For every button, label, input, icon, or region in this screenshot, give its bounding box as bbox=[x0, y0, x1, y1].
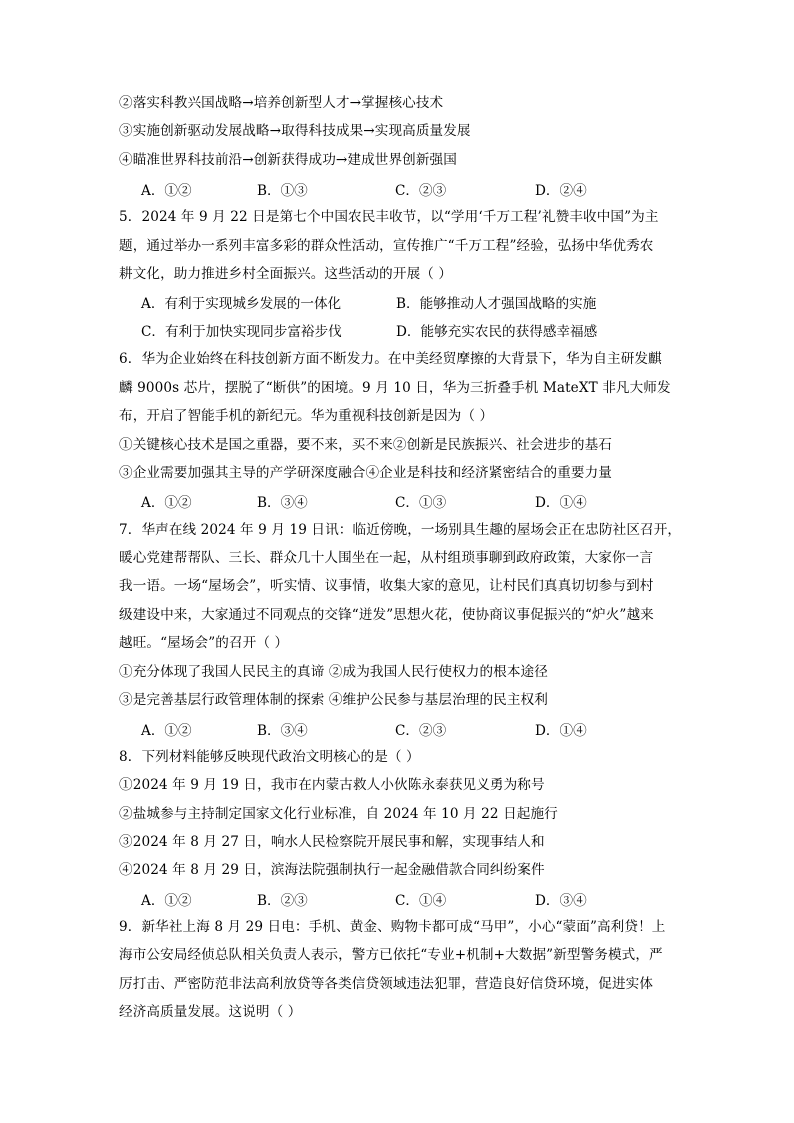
q9-stem-line-3: 厉打击、严密防范非法高利放贷等各类信贷领域违法犯罪，营造良好信贷环境，促进实体 bbox=[119, 976, 654, 992]
q8-option-b: B．②③ bbox=[257, 893, 308, 909]
q6-statements-row-2: ③企业需要加强其主导的产学研深度融合④企业是科技和经济紧密结合的重要力量 bbox=[119, 465, 612, 481]
q5-options-row-1 bbox=[141, 295, 681, 313]
q9-stem-line-2: 海市公安局经侦总队相关负责人表示，警方已依托“专业+机制+大数据”新型警务模式，严 bbox=[119, 947, 663, 963]
q7-option-c: C．②③ bbox=[395, 723, 447, 739]
q4-statement-3: ③实施创新驱动发展战略→取得科技成果→实现高质量发展 bbox=[119, 123, 471, 139]
q4-option-d: D．②④ bbox=[535, 183, 587, 199]
q4-option-a: A．①② bbox=[141, 183, 192, 199]
q7-stem-line-5: 越旺。“屋场会”的召开（ ） bbox=[119, 635, 289, 651]
q7-option-a: A．①② bbox=[141, 723, 192, 739]
q4-option-b: B．①③ bbox=[257, 183, 308, 199]
q7-stem-line-4: 级建设中来，大家通过不同观点的交锋“迸发”思想火花，使协商议事促振兴的“炉火”越来 bbox=[119, 607, 654, 623]
q5-option-b: B．能够推动人才强国战略的实施 bbox=[396, 296, 597, 312]
q6-options bbox=[141, 494, 681, 512]
q4-statement-4: ④瞄准世界科技前沿→创新获得成功→建成世界创新强国 bbox=[119, 152, 457, 168]
q4-option-c: C．②③ bbox=[395, 183, 447, 199]
q7-stem-line-1: 7．华声在线 2024 年 9 月 19 日讯：临近傍晚，一场别具生趣的屋场会正在忠防社区召开， bbox=[119, 522, 682, 538]
q7-option-b: B．③④ bbox=[257, 723, 308, 739]
q5-option-d: D．能够充实农民的获得感幸福感 bbox=[396, 324, 598, 340]
q8-option-d: D．③④ bbox=[535, 893, 587, 909]
q4-statement-2: ②落实科教兴国战略→培养创新型人才→掌握核心技术 bbox=[119, 95, 444, 111]
q7-statements-row-1: ①充分体现了我国人民民主的真谛 ②成为我国人民行使权力的根本途径 bbox=[119, 664, 548, 680]
q6-option-d: D．①④ bbox=[535, 495, 587, 511]
q7-stem-line-3: 我一语。一场“屋场会”，听实情、议事情，收集大家的意见，让村民们真真切切参与到村 bbox=[119, 578, 654, 594]
q5-stem-line-3: 耕文化，助力推进乡村全面振兴。这些活动的开展（ ） bbox=[119, 266, 453, 282]
q8-option-a: A．①② bbox=[141, 893, 192, 909]
q6-stem-line-1: 6．华为企业始终在科技创新方面不断发力。在中美经贸摩擦的大背景下，华为自主研发麒 bbox=[119, 351, 662, 367]
q6-stem-line-3: 布，开启了智能手机的新纪元。华为重视科技创新是因为（ ） bbox=[119, 408, 494, 424]
q7-statements-row-2: ③是完善基层行政管理体制的探索 ④维护公民参与基层治理的民主权利 bbox=[119, 692, 548, 708]
q5-stem-line-2: 题，通过举办一系列丰富多彩的群众性活动，宣传推广“千万工程”经验，弘扬中华优秀农 bbox=[119, 238, 654, 254]
q8-stem-line-1: 8．下列材料能够反映现代政治文明核心的是（ ） bbox=[119, 749, 420, 765]
q8-statement-3: ③2024 年 8 月 27 日，响水人民检察院开展民事和解，实现事结人和 bbox=[119, 834, 545, 850]
q8-statement-2: ②盐城参与主持制定国家文化行业标准，自 2024 年 10 月 22 日起施行 bbox=[119, 806, 558, 822]
q8-statement-4: ④2024 年 8 月 29 日，滨海法院强制执行一起金融借款合同纠纷案件 bbox=[119, 862, 545, 878]
q6-option-b: B．③④ bbox=[257, 495, 308, 511]
q8-statement-1: ①2024 年 9 月 19 日，我市在内蒙古救人小伙陈永泰获见义勇为称号 bbox=[119, 777, 545, 793]
q6-stem-line-2: 麟 9000s 芯片，摆脱了“断供”的困境。9 月 10 日，华为三折叠手机 MateXT 非凡大师发 bbox=[119, 380, 671, 396]
q9-stem-line-4: 经济高质量发展。这说明（ ） bbox=[119, 1004, 302, 1020]
q6-option-a: A．①② bbox=[141, 495, 192, 511]
q9-stem-line-1: 9．新华社上海 8 月 29 日电：手机、黄金、购物卡都可成“马甲”，小心“蒙面”高利贷！上 bbox=[119, 919, 666, 935]
q5-options-row-2 bbox=[141, 323, 681, 341]
q6-option-c: C．①③ bbox=[395, 495, 447, 511]
q8-option-c: C．①④ bbox=[395, 893, 447, 909]
q5-option-c: C．有利于加快实现同步富裕步伐 bbox=[141, 324, 342, 340]
q7-option-d: D．①④ bbox=[535, 723, 587, 739]
q6-statements-row-1: ①关键核心技术是国之重器，要不来，买不来②创新是民族振兴、社会进步的基石 bbox=[119, 437, 612, 453]
q7-stem-line-2: 暖心党建帮帮队、三长、群众几十人围坐在一起，从村组琐事聊到政府政策，大家你一言 bbox=[119, 550, 654, 566]
q5-stem-line-1: 5．2024 年 9 月 22 日是第七个中国农民丰收节，以“学用‘千万工程’礼赞丰收中国”为主 bbox=[119, 209, 659, 225]
q7-options bbox=[141, 722, 681, 740]
q8-options bbox=[141, 892, 681, 910]
q5-option-a: A．有利于实现城乡发展的一体化 bbox=[141, 296, 342, 312]
q4-options bbox=[141, 182, 681, 200]
